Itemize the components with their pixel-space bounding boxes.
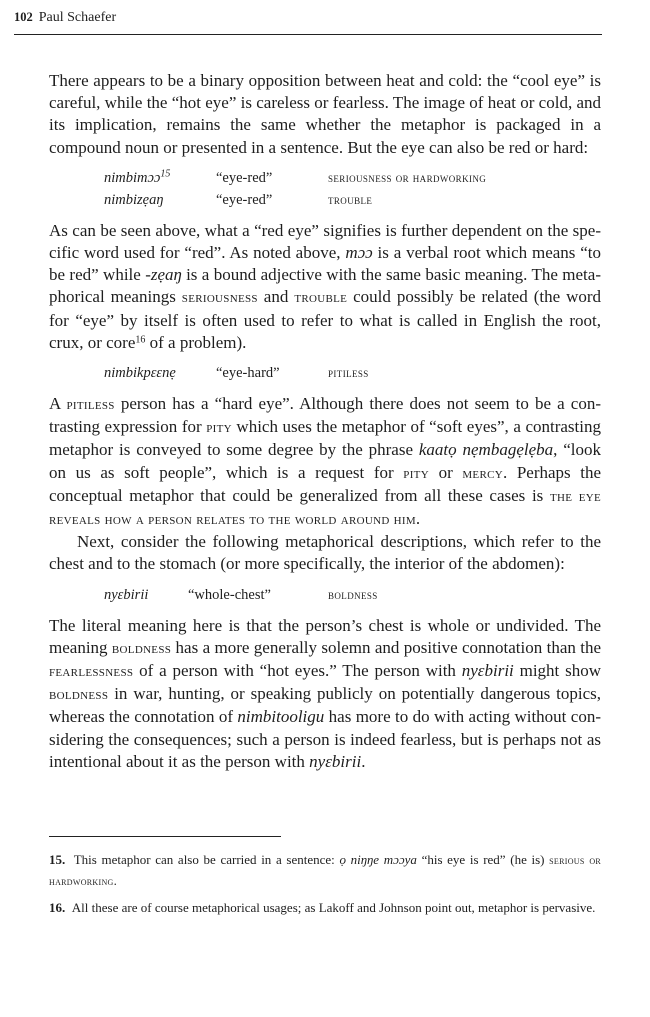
example-row — [49, 584, 601, 606]
running-header-author: Paul Schaefer — [38, 10, 117, 25]
footnote-number: 16. — [49, 900, 66, 915]
example-meaning: pitiless — [328, 365, 369, 381]
example-gloss: “eye-hard” — [216, 365, 280, 382]
example-term: nimbikpɛɛnẹ — [104, 365, 176, 382]
paragraph-5: The literal meaning here is that the person’s chest is whole or undivided. The meaning boldness has a more generally solemn and positive connotation than the fearlessness of a person with “hot eyes.” The person with nyɛbirii might show boldness in war, hunting, or speaking publicly on potentially dangerous topics, whereas the connotation of nimbitooligu has more to do with acting without considering the consequences; such a person is indeed fearless, but is perhaps not as intentional about it as the person with nyɛbirii. — [49, 615, 602, 771]
example-gloss: “eye-red” — [216, 169, 273, 186]
example-block-red-eye — [49, 167, 601, 211]
example-row — [49, 167, 601, 189]
example-block-whole-chest — [49, 584, 601, 606]
example-gloss: “whole-chest” — [188, 586, 271, 603]
example-block-hard-eye — [49, 362, 601, 384]
example-term: nyɛbirii — [104, 586, 149, 603]
footnote-15: 15. This metaphor can also be carried in a sentence: ọ niŋŋe mɔɔya “his eye is red” (he is) serious or hardworking. — [49, 852, 602, 888]
paragraph-1: There appears to be a binary opposition between heat and cold: the “cool eye” is careful, while the “hot eye” is careless or fearless. The image of heat or cold, and its implication, remains the same whether the metaphor is packaged in a compound noun or presented in a sentence. But the eye can also be red or hard: — [49, 71, 601, 157]
example-meaning: seriousness or hardworking — [328, 169, 487, 185]
paragraph-4: Next, consider the following metaphorical descriptions, which refer to the chest and to the stomach (or more specifically, the interior of the abdomen): — [49, 532, 601, 574]
paragraph-2: As can be seen above, what a “red eye” signifies is further dependent on the specific word used for “red”. As noted above, mɔɔ is a verbal root which means “to be red” while -zẹaŋ is a bound adjective with the same basic meaning. The metaphorical meanings seriousness and trouble could possibly be related (the word for “eye” by itself is often used to refer to what is called in English the root, crux, or core$^{16}$ of a problem). — [49, 220, 602, 352]
example-term: nimbimɔɔ$^{15}$ — [104, 168, 171, 186]
footnote-separator — [49, 836, 281, 837]
footnote-number: 15. — [49, 852, 66, 867]
footnotes — [49, 850, 601, 925]
page-number: 102 — [14, 10, 33, 24]
footnote-16: 16. All these are of course metaphorical usages; as Lakoff and Johnson point out, metaphor is pervasive. — [49, 900, 596, 915]
main-text — [49, 70, 601, 773]
example-meaning: trouble — [328, 191, 373, 207]
example-meaning: boldness — [328, 586, 378, 602]
example-row — [49, 189, 601, 211]
example-term: nimbizẹaŋ — [104, 191, 164, 208]
footnote-ref-15[interactable]: 15 — [160, 168, 171, 180]
paragraph-3: A pitiless person has a “hard eye”. Although there does not seem to be a contrasting expression for pity which uses the metaphor of “soft eyes”, a contrasting metaphor is conveyed to some degree by the phrase kaatọ nẹmbagẹlẹba, “look on us as soft people”, which is a request for pity or mercy. Perhaps the conceptual metaphor that could be generalized from all these cases is the eye reveals how a person relates to the world around him. — [49, 394, 602, 529]
running-header — [14, 8, 602, 35]
example-gloss: “eye-red” — [216, 191, 273, 208]
footnote-ref-16[interactable]: 16 — [135, 334, 146, 346]
example-row — [49, 362, 601, 384]
